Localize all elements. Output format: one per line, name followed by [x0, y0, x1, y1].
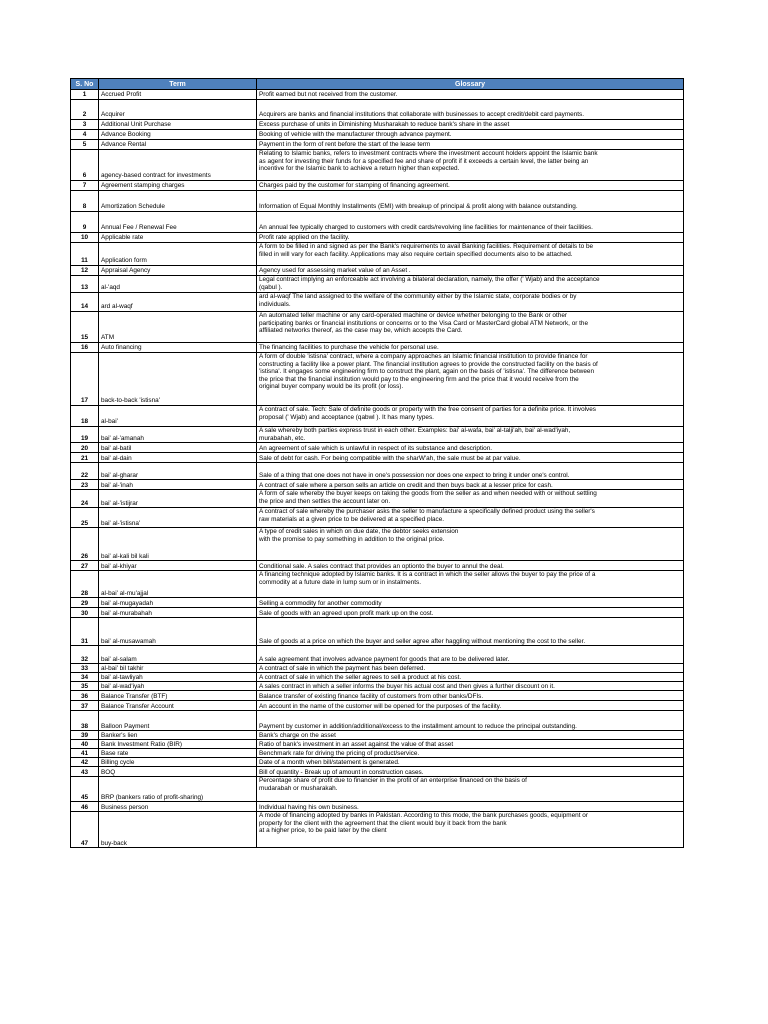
term-cell: Accrued Profit [99, 90, 257, 100]
glossary-line: A form of double 'istisna' contract, where a company approaches an Islamic financial institution to provide finance for [259, 353, 588, 360]
glossary-line: Sale of goods with an agreed upon profit mark up on the cost. [259, 609, 434, 617]
glossary-cell [257, 673, 684, 682]
row-number: 31 [71, 618, 99, 646]
row-number: 42 [71, 758, 99, 767]
glossary-cell [257, 682, 684, 691]
table-row [71, 767, 684, 777]
glossary-cell [257, 266, 684, 276]
glossary-cell [257, 480, 684, 490]
row-number: 12 [71, 266, 99, 276]
term-cell: Bank Investment Ratio (BIR) [99, 740, 257, 749]
glossary-cell [257, 293, 684, 312]
table-row [71, 140, 684, 150]
term-cell: Balance Transfer Account [99, 701, 257, 711]
glossary-cell [257, 343, 684, 353]
glossary-line: at a higher price, to be paid later by the client [259, 827, 387, 835]
row-number: 2 [71, 100, 99, 120]
glossary-line: An annual fee typically charged to customers with credit cards/revolving line facilities for maintenance of their facilities. [259, 224, 593, 232]
row-number: 30 [71, 608, 99, 618]
glossary-line: A contract of sale whereby the purchaser asks the seller to manufacture a specifically defined product using the seller's [259, 508, 595, 516]
glossary-cell [257, 443, 684, 453]
glossary-cell [257, 701, 684, 711]
glossary-line: Individual having his own business. [259, 803, 359, 811]
term-cell: ard al-waqf [99, 293, 257, 312]
glossary-cell [257, 802, 684, 812]
table-row [71, 276, 684, 293]
table-row [71, 406, 684, 427]
term-cell: bai' al-'amanah [99, 427, 257, 443]
glossary-cell [257, 312, 684, 343]
glossary-line: as agent for investing their funds for a specified fee and share of profit if it exceeds a certain level, the latter being an [259, 157, 589, 165]
glossary-line: Benchmark rate for driving the pricing of product/service. [259, 749, 420, 757]
glossary-cell [257, 90, 684, 100]
glossary-cell [257, 100, 684, 120]
row-number: 46 [71, 802, 99, 812]
row-number: 29 [71, 598, 99, 608]
glossary-cell [257, 777, 684, 802]
table-row [71, 463, 684, 480]
glossary-cell [257, 731, 684, 740]
term-cell: bai' al-musawamah [99, 618, 257, 646]
glossary-line: constructing a facility like a power plant. The financial institution agrees to provide the constructed facility on the basis of [259, 360, 598, 368]
row-number: 45 [71, 777, 99, 802]
glossary-line: Ratio of bank's investment in an asset against the value of that asset [259, 740, 454, 748]
glossary-line: Acquirers are banks and financial institutions that collaborate with businesses to accept credit/debit card payments. [259, 111, 585, 119]
glossary-line: incentive for the Islamic bank to achieve a return higher than expected. [259, 165, 460, 173]
glossary-line: Booking of vehicle with the manufacturer through advance payment. [259, 131, 452, 139]
table-row [71, 181, 684, 191]
glossary-line: Selling a commodity for another commodity [259, 599, 382, 607]
glossary-line: original buyer company would be its profit (or loss). [259, 383, 404, 391]
term-cell: back-to-back 'istisna' [99, 353, 257, 406]
glossary-line: A mode of financing adopted by banks in Pakistan. According to this mode, the bank purchases goods, equipment or [259, 812, 588, 820]
glossary-line: Conditional sale. A sales contract that provides an optionto the buyer to annul the deal. [259, 562, 504, 570]
glossary-line: A type of credit sales in which on due date, the debtor seeks extension [259, 528, 459, 536]
glossary-cell [257, 691, 684, 701]
row-number: 26 [71, 528, 99, 561]
table-row [71, 191, 684, 212]
table-row [71, 608, 684, 618]
glossary-line: Balance transfer of existing finance facility of customers from other banks/DFIs. [259, 692, 484, 700]
table-row [71, 453, 684, 463]
glossary-cell [257, 561, 684, 571]
row-number: 25 [71, 508, 99, 528]
table-row [71, 266, 684, 276]
row-number: 37 [71, 701, 99, 711]
glossary-cell [257, 243, 684, 266]
term-cell: bai' al-'istijrar [99, 490, 257, 508]
glossary-line: A contract of sale in which the payment has been deferred. [259, 664, 426, 672]
glossary-line: 'istisna'. It engages some engineering firm to construct the plant, again on the basis of 'istisna'. The difference between [259, 368, 595, 376]
glossary-line: raw materials at a given price to be delivered at a specified place. [259, 515, 445, 523]
row-number: 32 [71, 646, 99, 664]
glossary-line: A sales contract in which a seller informs the buyer his actual cost and then gives a further discount on it. [259, 682, 555, 690]
table-row [71, 120, 684, 130]
glossary-line: A financing technique adopted by Islamic banks. It is a contract in which the seller allows the buyer to pay the price of a [259, 571, 596, 579]
term-cell: bai' al-khiyar [99, 561, 257, 571]
term-cell: Base rate [99, 749, 257, 758]
term-cell: Business person [99, 802, 257, 812]
table-row [71, 691, 684, 701]
glossary-line: A sale agreement that involves advance payment for goods that are to be delivered later. [259, 655, 510, 663]
row-number: 24 [71, 490, 99, 508]
term-cell: Additional Unit Purchase [99, 120, 257, 130]
glossary-line: Sale of goods at a price on which the buyer and seller agree after haggling without mentioning the cost to the seller. [259, 637, 586, 645]
table-row [71, 758, 684, 767]
glossary-cell [257, 463, 684, 480]
row-number: 21 [71, 453, 99, 463]
glossary-cell [257, 276, 684, 293]
table-row [71, 740, 684, 749]
glossary-cell [257, 353, 684, 406]
term-cell: Advance Booking [99, 130, 257, 140]
header-term: Term [99, 79, 257, 90]
glossary-cell [257, 150, 684, 181]
row-number: 27 [71, 561, 99, 571]
glossary-line: A contract of sale in which the seller agrees to sell a product at his cost. [259, 673, 462, 681]
row-number: 43 [71, 767, 99, 777]
glossary-line: commodity at a future date in lump sum or in instalments. [259, 578, 421, 586]
glossary-cell [257, 740, 684, 749]
row-number: 39 [71, 731, 99, 740]
table-row [71, 150, 684, 181]
row-number: 20 [71, 443, 99, 453]
glossary-line: Payment by customer in addition/additional/excess to the installment amount to reduce the principal outstanding. [259, 722, 577, 730]
glossary-cell [257, 711, 684, 731]
row-number: 33 [71, 664, 99, 673]
row-number: 15 [71, 312, 99, 343]
term-cell: bai' al-dain [99, 453, 257, 463]
table-row [71, 480, 684, 490]
term-cell: bai' al-mugayadah [99, 598, 257, 608]
glossary-cell [257, 120, 684, 130]
glossary-line: Information of Equal Monthly Installments (EMI) with breakup of principal & profit along with balance outstanding. [259, 203, 578, 211]
row-number: 9 [71, 212, 99, 233]
term-cell: Agreement stamping charges [99, 181, 257, 191]
row-number: 19 [71, 427, 99, 443]
table-row [71, 212, 684, 233]
term-cell: agency-based contract for investments [99, 150, 257, 181]
glossary-line: the price that the financial institution would pay to the engineering firm and the price that it would receive from the [259, 375, 579, 383]
row-number: 36 [71, 691, 99, 701]
glossary-cell [257, 758, 684, 767]
term-cell: bai' al-batil [99, 443, 257, 453]
table-row [71, 130, 684, 140]
row-number: 17 [71, 353, 99, 406]
table-row [71, 682, 684, 691]
term-cell: buy-back [99, 812, 257, 848]
row-number: 3 [71, 120, 99, 130]
term-cell: bai' al-'inah [99, 480, 257, 490]
term-cell: Auto financing [99, 343, 257, 353]
glossary-line: Payment in the form of rent before the start of the lease term [259, 141, 431, 149]
glossary-line: Profit rate applied on the facility. [259, 234, 350, 242]
table-row [71, 508, 684, 528]
glossary-line: An automated teller machine or any card-operated machine or device whether belonging to the Bank or other [259, 312, 567, 319]
glossary-line: Sale of a thing that one does not have in one's possession nor does one expect to bring it under one's control. [259, 471, 570, 479]
row-number: 4 [71, 130, 99, 140]
glossary-line: A contract of sale where a person sells an article on credit and then buys back at a lesser price for cash. [259, 481, 553, 489]
table-row [71, 664, 684, 673]
row-number: 8 [71, 191, 99, 212]
table-row [71, 812, 684, 848]
row-number: 28 [71, 571, 99, 598]
row-number: 11 [71, 243, 99, 266]
table-row [71, 802, 684, 812]
table-row [71, 528, 684, 561]
row-number: 6 [71, 150, 99, 181]
glossary-cell [257, 528, 684, 561]
header-sno: S. No [71, 79, 99, 90]
row-number: 47 [71, 812, 99, 848]
table-row [71, 731, 684, 740]
glossary-cell [257, 749, 684, 758]
term-cell: bai' al-salam [99, 646, 257, 664]
row-number: 18 [71, 406, 99, 427]
row-number: 14 [71, 293, 99, 312]
table-row [71, 443, 684, 453]
table-row [71, 490, 684, 508]
glossary-line: Bank's charge on the asset [259, 731, 336, 739]
glossary-line: the price and then settles the account later on. [259, 497, 391, 505]
table-row [71, 312, 684, 343]
glossary-line: ard al-waqf The land assigned to the welfare of the community either by the Islamic state, corporate bodies or by [259, 293, 577, 300]
table-row [71, 293, 684, 312]
glossary-line: property for the client with the agreement that the client would buy it back from the bank [259, 819, 507, 827]
row-number: 7 [71, 181, 99, 191]
term-cell: BOQ [99, 767, 257, 777]
term-cell: bai' al-murabahah [99, 608, 257, 618]
header-glossary: Glossary [257, 79, 684, 90]
term-cell: Billing cycle [99, 758, 257, 767]
glossary-line: Sale of debt for cash. For being compatible with the sharW'ah, the sale must be at par value. [259, 454, 521, 462]
glossary-line: (qabul ). [259, 283, 283, 291]
term-cell: al-'aqd [99, 276, 257, 293]
term-cell: al-bai' bil takhir [99, 664, 257, 673]
glossary-line: affiliated networks thereof, as the case may be, which accepts the Card. [259, 327, 463, 335]
table-row [71, 427, 684, 443]
glossary-cell [257, 598, 684, 608]
table-row [71, 673, 684, 682]
term-cell: Balloon Payment [99, 711, 257, 731]
glossary-line: An agreement of sale which is unlawful in respect of its substance and description. [259, 444, 493, 452]
term-cell: Banker's lien [99, 731, 257, 740]
table-row [71, 343, 684, 353]
glossary-cell [257, 490, 684, 508]
term-cell: bai' al-gharar [99, 463, 257, 480]
row-number: 5 [71, 140, 99, 150]
glossary-cell [257, 618, 684, 646]
glossary-line: An account in the name of the customer will be opened for the purposes of the facility. [259, 702, 502, 710]
term-cell: al-bai' al-mu'ajjal [99, 571, 257, 598]
glossary-line: Bill of quantity - Break up of amount in construction cases. [259, 768, 424, 776]
glossary-line: A form to be filled in and signed as per the Bank's requirements to avail Banking facilities. Requirement of details to be [259, 243, 594, 250]
glossary-line: Profit earned but not received from the customer. [259, 91, 398, 99]
table-row [71, 353, 684, 406]
glossary-cell [257, 664, 684, 673]
row-number: 23 [71, 480, 99, 490]
glossary-line: with the promise to pay something in addition to the original price. [259, 535, 445, 543]
glossary-cell [257, 140, 684, 150]
term-cell: BRP (bankers ratio of profit-sharing) [99, 777, 257, 802]
glossary-line: murabahah, etc. [259, 434, 306, 442]
glossary-cell [257, 608, 684, 618]
glossary-line: Excess purchase of units in Diminishing Musharakah to reduce bank's share in the asset [259, 121, 510, 129]
glossary-line: participating banks or financial institutions or concerns or to the Visa Card or MasterCard global ATM Network, or the [259, 319, 589, 327]
glossary-cell [257, 767, 684, 777]
table-row [71, 598, 684, 608]
glossary-cell [257, 233, 684, 243]
table-row [71, 701, 684, 711]
table-row [71, 561, 684, 571]
glossary-cell [257, 130, 684, 140]
table-row [71, 711, 684, 731]
term-cell: Acquirer [99, 100, 257, 120]
glossary-line: mudarabah or musharakah. [259, 784, 338, 792]
row-number: 41 [71, 749, 99, 758]
term-cell: Appraisal Agency [99, 266, 257, 276]
glossary-cell [257, 212, 684, 233]
glossary-cell [257, 427, 684, 443]
table-row [71, 777, 684, 802]
glossary-line: The financing facilities to purchase the vehicle for personal use. [259, 344, 439, 352]
row-number: 35 [71, 682, 99, 691]
glossary-cell [257, 571, 684, 598]
row-number: 22 [71, 463, 99, 480]
glossary-line: proposal (' Wjab) and acceptance (qabwl ). It has many types. [259, 413, 434, 421]
glossary-line: A sale whereby both parties express trust in each other. Examples: bai' al-wafa, bai' al-talji'ah, bai' al-wad'iyah, [259, 427, 571, 434]
term-cell: bai' al-kali bil kali [99, 528, 257, 561]
term-cell: bai' al-wad'iyah [99, 682, 257, 691]
glossary-table [70, 78, 684, 848]
glossary-line: Agency used for assessing market value of an Asset . [259, 267, 411, 275]
glossary-line: filled in will vary for each facility. Applications may also require certain specified documents also to be attached. [259, 250, 573, 258]
table-row [71, 233, 684, 243]
glossary-line: individuals. [259, 300, 291, 308]
table-row [71, 646, 684, 664]
glossary-line: A form of sale whereby the buyer keeps on taking the goods from the seller as and when needed with or without settling [259, 490, 597, 498]
table-row [71, 618, 684, 646]
term-cell: bai' al-'istisna' [99, 508, 257, 528]
header-row [71, 79, 684, 90]
table-row [71, 100, 684, 120]
glossary-cell [257, 406, 684, 427]
glossary-line: Date of a month when bill/statement is generated. [259, 758, 400, 766]
glossary-cell [257, 646, 684, 664]
table-row [71, 571, 684, 598]
glossary-line: Relating to Islamic banks, refers to investment contracts where the investment account holders appoint the Islamic bank [259, 150, 598, 157]
row-number: 1 [71, 90, 99, 100]
table-row [71, 749, 684, 758]
term-cell: Balance Transfer (BTF) [99, 691, 257, 701]
term-cell: bai' al-tawliyah [99, 673, 257, 682]
glossary-cell [257, 453, 684, 463]
table-row [71, 90, 684, 100]
term-cell: al-bai' [99, 406, 257, 427]
glossary-line: Legal contract implying an enforceable act involving a bilateral declaration, namely, the offer (' Wjab) and the acceptance [259, 276, 600, 283]
glossary-line: Percentage share of profit due to financier in the profit of an enterprise financed on the basis of [259, 777, 527, 785]
term-cell: Annual Fee / Renewal Fee [99, 212, 257, 233]
term-cell: Amortization Schedule [99, 191, 257, 212]
table-row [71, 243, 684, 266]
glossary-cell [257, 812, 684, 848]
row-number: 10 [71, 233, 99, 243]
glossary-cell [257, 181, 684, 191]
term-cell: Application form [99, 243, 257, 266]
row-number: 16 [71, 343, 99, 353]
term-cell: Applicable rate [99, 233, 257, 243]
row-number: 38 [71, 711, 99, 731]
term-cell: Advance Rental [99, 140, 257, 150]
glossary-line: Charges paid by the customer for stamping of financing agreement. [259, 182, 450, 190]
row-number: 34 [71, 673, 99, 682]
glossary-line: A contract of sale. Tech: Sale of definite goods or property with the free consent of parties for a definite price. It involves [259, 406, 596, 413]
glossary-sheet [70, 78, 683, 848]
glossary-cell [257, 191, 684, 212]
glossary-cell [257, 508, 684, 528]
term-cell: ATM [99, 312, 257, 343]
row-number: 13 [71, 276, 99, 293]
row-number: 40 [71, 740, 99, 749]
